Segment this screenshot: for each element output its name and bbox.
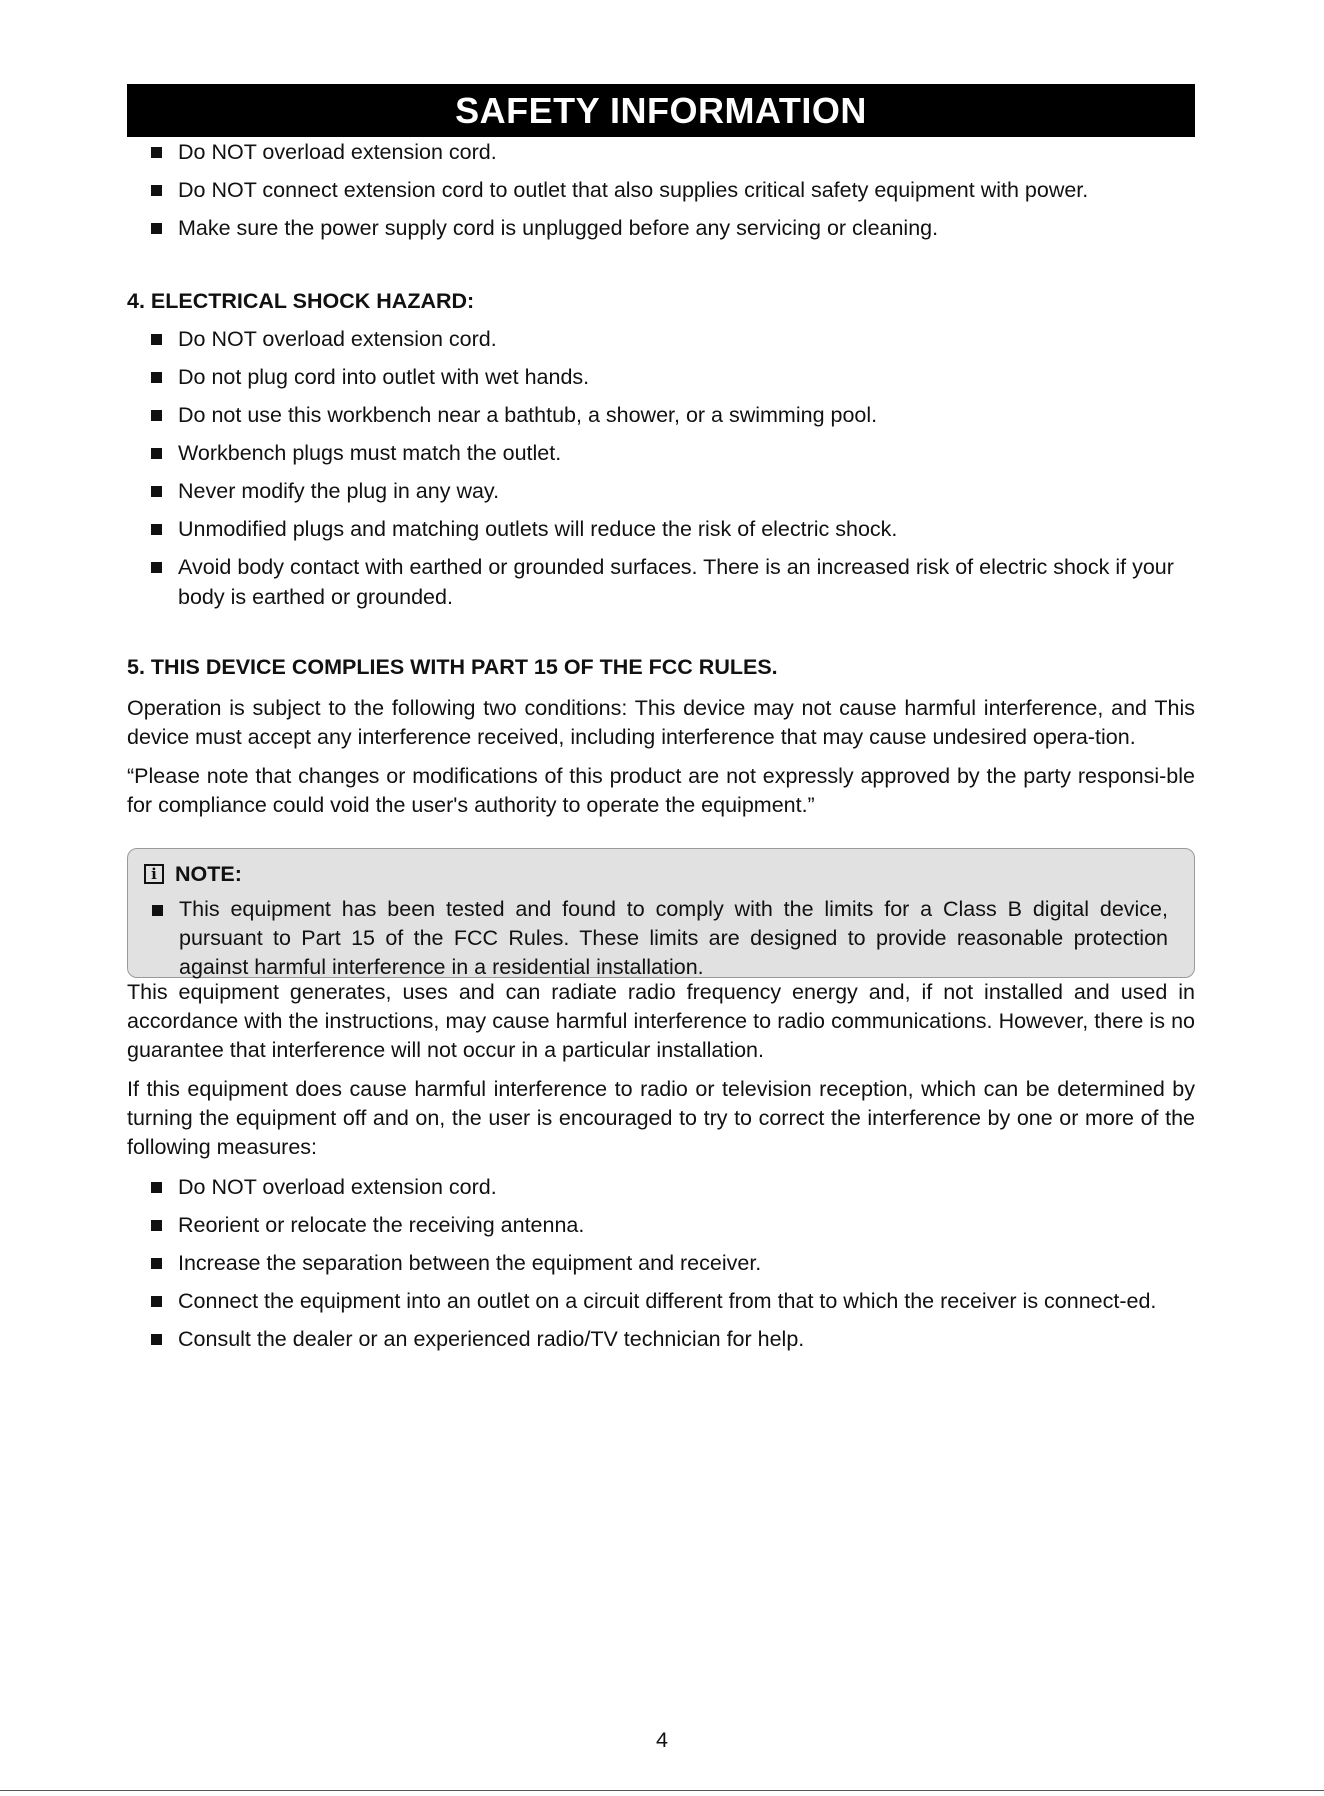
list-item-text: Do NOT overload extension cord.: [178, 1175, 497, 1199]
list-item-text: Never modify the plug in any way.: [178, 479, 500, 503]
list-item-text: Consult the dealer or an experienced radio/TV technician for help.: [178, 1327, 805, 1351]
manual-page: [127, 84, 1195, 1362]
bullet-square-icon: [151, 1296, 162, 1307]
bullet-square-icon: [151, 147, 162, 158]
bullet-square-icon: [152, 905, 163, 916]
list-item-text: Reorient or relocate the receiving antenna.: [178, 1213, 585, 1237]
bullet-square-icon: [151, 1220, 162, 1231]
section5-heading: 5. THIS DEVICE COMPLIES WITH PART 15 OF THE FCC RULES.: [127, 655, 778, 679]
list-item-text: Connect the equipment into an outlet on a circuit different from that to which the receiver is connect-ed.: [178, 1289, 1157, 1313]
list-item-text: This equipment has been tested and found to comply with the limits for a Class B digital device, pursuant to Part 15 of the FCC Rules. These limits are designed to provide reasonable protection against harmful interference in a residential installation.: [179, 897, 1168, 979]
section5-paragraph: “Please note that changes or modifications of this product are not expressly approved by the party responsi-ble for compliance could void the user's authority to operate the equipment.”: [127, 764, 1195, 817]
list-item: [127, 552, 1195, 612]
fcc-paragraph: If this equipment does cause harmful interference to radio or television reception, which can be determined by turning the equipment off and on, the user is encouraged to try to correct the interference by one or more of the following measures:: [127, 1077, 1195, 1159]
page-number: 4: [656, 1728, 668, 1752]
list-item-text: Avoid body contact with earthed or grounded surfaces. There is an increased risk of electric shock if your body is earthed or grounded.: [178, 555, 1174, 609]
list-item-text: Unmodified plugs and matching outlets will reduce the risk of electric shock.: [178, 517, 898, 541]
bullet-square-icon: [151, 1258, 162, 1269]
bullet-square-icon: [151, 448, 162, 459]
bullet-square-icon: [151, 410, 162, 421]
list-item: [142, 895, 1168, 982]
list-item: [127, 1286, 1195, 1316]
bullet-square-icon: [151, 372, 162, 383]
list-item: [127, 400, 1195, 430]
list-item: [127, 213, 1195, 243]
bullet-square-icon: [151, 562, 162, 573]
list-item: [127, 476, 1195, 506]
section4-bullet-list: [127, 324, 1195, 612]
section4-heading: 4. ELECTRICAL SHOCK HAZARD:: [127, 289, 475, 313]
note-header: [142, 859, 1168, 889]
bullet-square-icon: [151, 524, 162, 535]
note-label: NOTE:: [175, 862, 242, 886]
measures-bullet-list: [127, 1172, 1195, 1354]
list-item-text: Increase the separation between the equipment and receiver.: [178, 1251, 762, 1275]
list-item: [127, 175, 1195, 205]
bullet-square-icon: [151, 334, 162, 345]
list-item: [127, 324, 1195, 354]
list-item: [127, 1172, 1195, 1202]
list-item: [127, 1324, 1195, 1354]
page-title: SAFETY INFORMATION: [127, 84, 1195, 137]
info-icon: i: [144, 864, 164, 884]
list-item: [127, 362, 1195, 392]
bullet-square-icon: [151, 1182, 162, 1193]
list-item-text: Do not plug cord into outlet with wet hands.: [178, 365, 590, 389]
intro-bullet-list: [127, 137, 1195, 243]
section5-paragraph: Operation is subject to the following two conditions: This device may not cause harmful interference, and This device must accept any interference received, including interference that may cause undesired opera-tion.: [127, 696, 1195, 749]
bullet-square-icon: [151, 185, 162, 196]
bullet-square-icon: [151, 486, 162, 497]
list-item-text: Do NOT connect extension cord to outlet that also supplies critical safety equipment with power.: [178, 178, 1089, 202]
list-item: [127, 438, 1195, 468]
bullet-square-icon: [151, 1334, 162, 1345]
list-item: [127, 514, 1195, 544]
note-bullet-list: [142, 895, 1168, 982]
list-item: [127, 1248, 1195, 1278]
list-item: [127, 137, 1195, 167]
note-box: [127, 848, 1195, 978]
fcc-paragraph: This equipment generates, uses and can radiate radio frequency energy and, if not installed and used in accordance with the instructions, may cause harmful interference to radio communications. However, there is no guarantee that interference will not occur in a particular installation.: [127, 980, 1195, 1062]
list-item-text: Make sure the power supply cord is unplugged before any servicing or cleaning.: [178, 216, 939, 240]
list-item-text: Do not use this workbench near a bathtub, a shower, or a swimming pool.: [178, 403, 878, 427]
bullet-square-icon: [151, 223, 162, 234]
list-item-text: Workbench plugs must match the outlet.: [178, 441, 562, 465]
bottom-divider: [0, 1790, 1324, 1791]
list-item: [127, 1210, 1195, 1240]
list-item-text: Do NOT overload extension cord.: [178, 327, 497, 351]
list-item-text: Do NOT overload extension cord.: [178, 140, 497, 164]
